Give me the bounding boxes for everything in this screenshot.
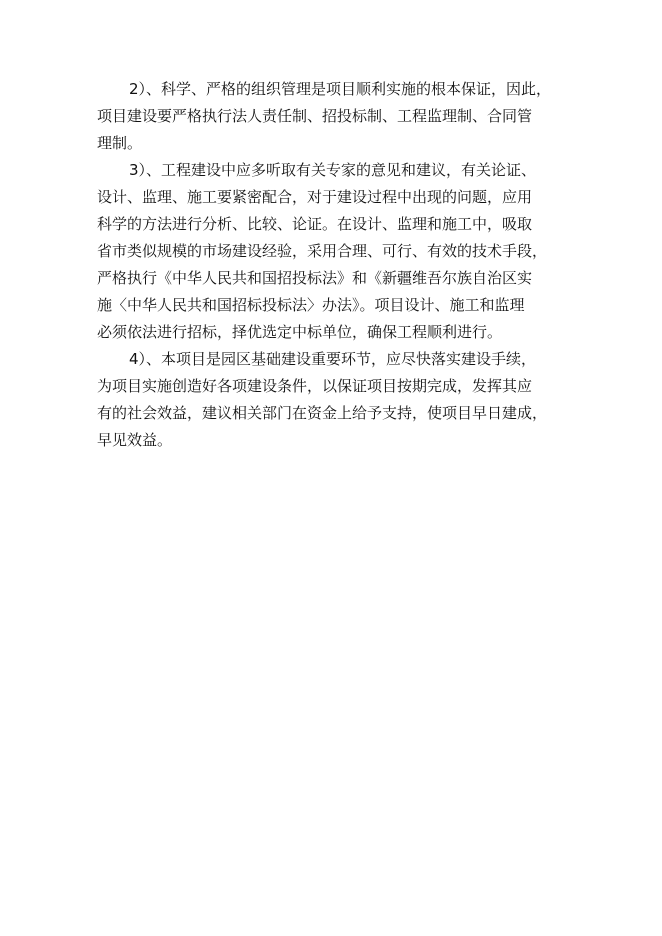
- paragraph-4: [97, 346, 569, 454]
- text-line: 必须依法进行招标，择优选定中标单位，确保工程顺利进行。: [97, 323, 503, 341]
- text-line: 科学的方法进行分析、比较、论证。在设计、监理和施工中，吸取: [97, 215, 533, 233]
- text-line: 省市类似规模的市场建设经验，采用合理、可行、有效的技术手段，: [97, 242, 548, 260]
- text-line: 有的社会效益，建议相关部门在资金上给予支持，使项目早日建成，: [97, 404, 548, 422]
- text-line: 2）、科学、严格的组织管理是项目顺利实施的根本保证，因此，: [129, 80, 552, 98]
- text-line: 理制。: [97, 134, 143, 152]
- text-line: 项目建设要严格执行法人责任制、招投标制、工程监理制、合同管: [97, 107, 533, 125]
- paragraph-3: [97, 157, 569, 346]
- text-line: 早见效益。: [97, 431, 173, 449]
- text-line: 为项目实施创造好各项建设条件，以保证项目按期完成，发挥其应: [97, 377, 533, 395]
- text-line: 3）、工程建设中应多听取有关专家的意见和建议，有关论证、: [129, 161, 537, 179]
- text-line: 4）、本项目是园区基础建设重要环节，应尽快落实建设手续，: [129, 350, 537, 368]
- document-body: [97, 76, 569, 454]
- text-line: 设计、监理、施工要紧密配合，对于建设过程中出现的问题，应用: [97, 188, 533, 206]
- text-line: 施〈中华人民共和国招标投标法〉办法》。项目设计、施工和监理: [97, 296, 525, 314]
- paragraph-2: [97, 76, 569, 157]
- text-line: 严格执行《中华人民共和国招投标法》和《新疆维吾尔族自治区实: [97, 269, 533, 287]
